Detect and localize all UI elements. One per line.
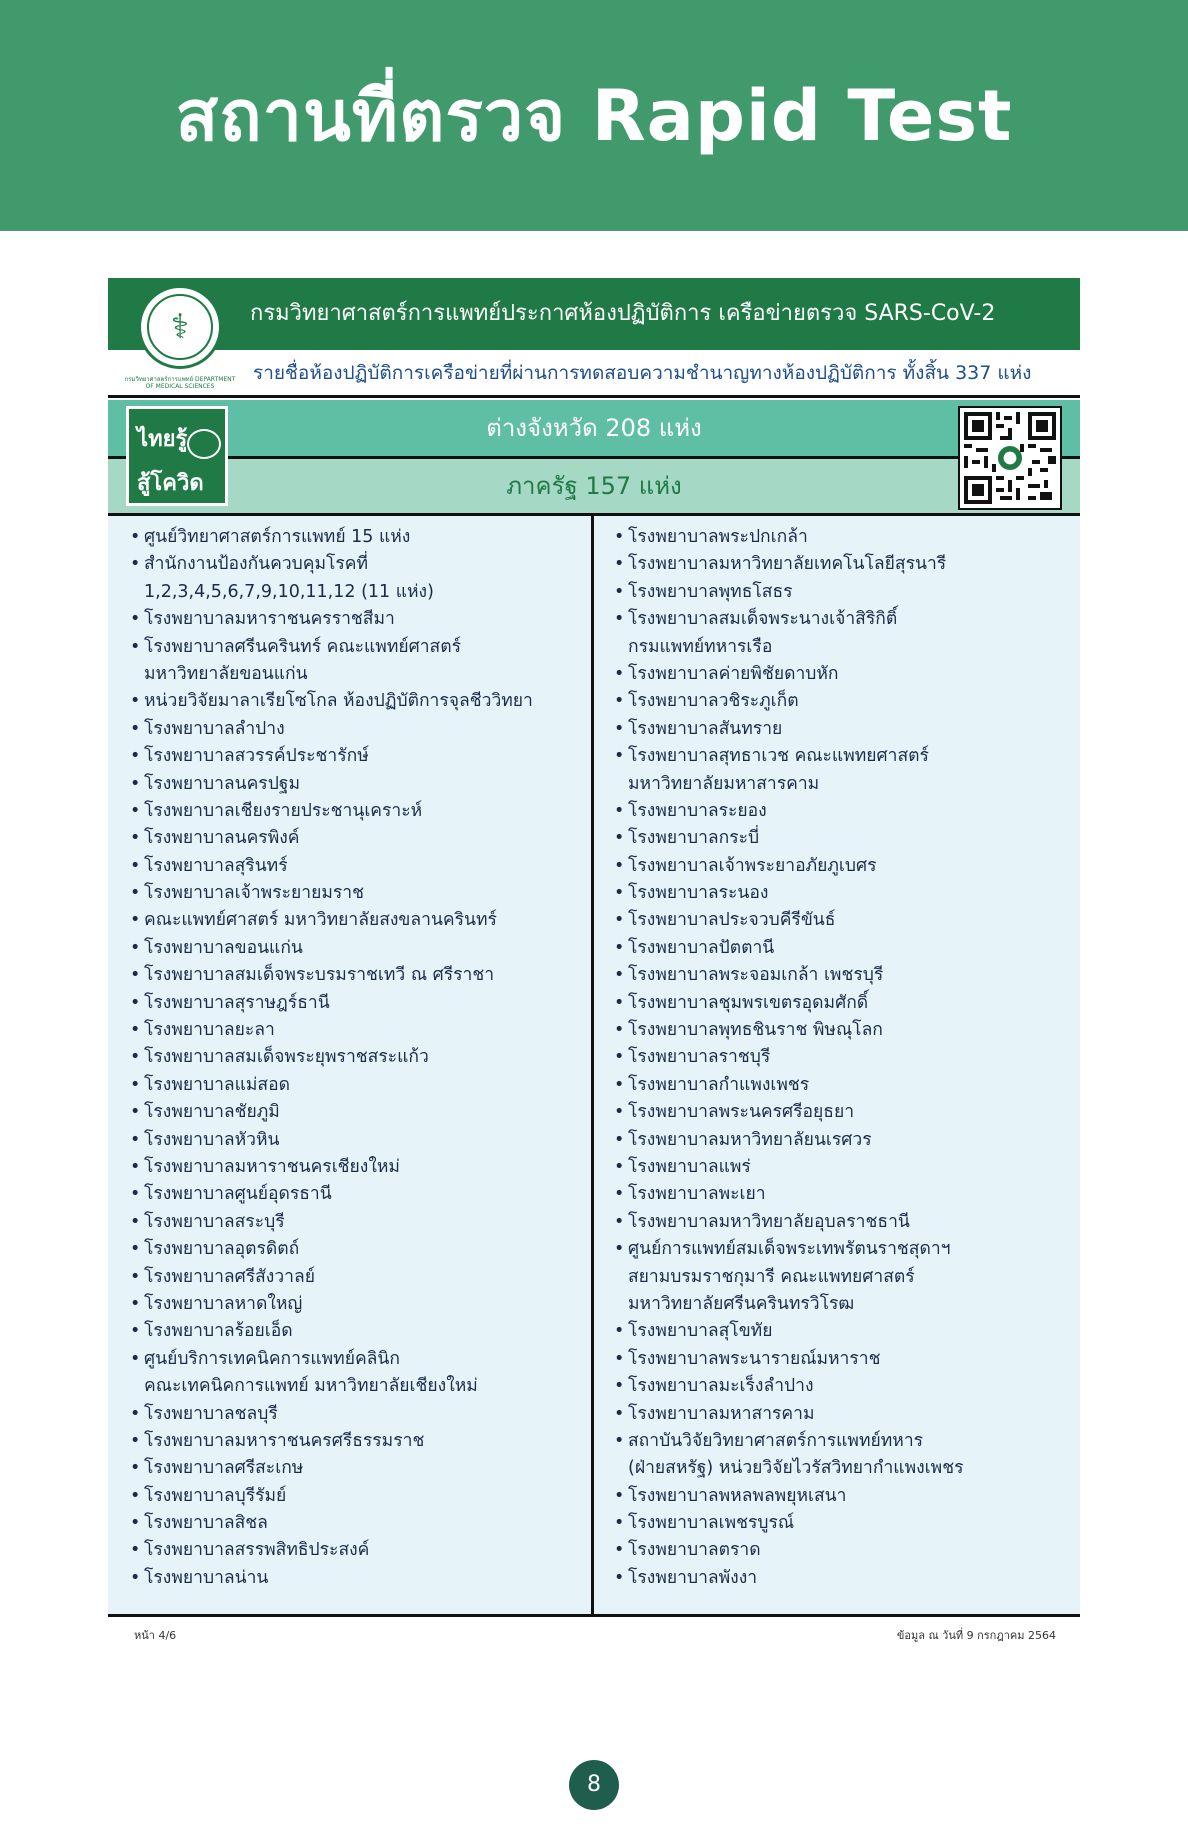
list-item: • โรงพยาบาลพระปกเกล้า <box>614 527 808 547</box>
logo-caption: กรมวิทยาศาสตร์การแพทย์ DEPARTMENT OF MEDICAL SCIENCES <box>124 376 236 390</box>
list-item: • โรงพยาบาลพุทธโสธร <box>614 581 793 602</box>
list-item-continuation: (ฝ่ายสหรัฐ) หน่วยวิจัยไวรัสวิทยากำแพงเพชร <box>628 1458 964 1479</box>
badge-line-2: สู้โควิด <box>137 471 204 496</box>
list-item: • โรงพยาบาลตราด <box>614 1540 761 1561</box>
list-item: • โรงพยาบาลชุมพรเขตรอุดมศักดิ์ <box>614 992 869 1013</box>
list-item: • โรงพยาบาลนครปฐม <box>130 773 300 794</box>
badge-line-1: ไทยรู้ <box>137 427 188 452</box>
list-item-continuation: กรมแพทย์ทหารเรือ <box>628 636 773 657</box>
list-item-continuation: สยามบรมราชกุมารี คณะแพทยศาสตร์ <box>628 1266 915 1287</box>
list-item: • โรงพยาบาลพุทธชินราช พิษณุโลก <box>614 1020 883 1041</box>
title-banner <box>0 0 1188 231</box>
lab-list-document <box>108 278 1080 1652</box>
page-title: สถานที่ตรวจ Rapid Test <box>175 75 1013 157</box>
list-item: • โรงพยาบาลระนอง <box>614 883 769 904</box>
list-item: • โรงพยาบาลราชบุรี <box>614 1047 771 1068</box>
list-item: • โรงพยาบาลศรีนครินทร์ คณะแพทย์ศาสตร์ <box>130 636 461 657</box>
list-item: • โรงพยาบาลหาดใหญ่ <box>130 1293 303 1314</box>
list-item: • หน่วยวิจัยมาลาเรียโซโกล ห้องปฏิบัติการจุลชีววิทยา <box>130 691 533 712</box>
list-item: • โรงพยาบาลสุราษฎร์ธานี <box>130 992 330 1013</box>
list-item: • โรงพยาบาลมะเร็งลำปาง <box>614 1376 814 1397</box>
list-item: • โรงพยาบาลประจวบคีรีขันธ์ <box>614 910 836 931</box>
list-item-continuation: มหาวิทยาลัยมหาสารคาม <box>628 773 820 794</box>
qr-code-icon[interactable] <box>958 406 1062 510</box>
region-heading: ต่างจังหวัด 208 แห่ง <box>486 414 702 442</box>
list-item: • โรงพยาบาลมหาวิทยาลัยนเรศวร <box>614 1129 872 1150</box>
thai-fight-covid-badge <box>126 406 228 506</box>
list-item: • โรงพยาบาลแม่สอด <box>130 1074 290 1095</box>
footer-divider <box>108 1614 1080 1617</box>
list-item-continuation: มหาวิทยาลัยขอนแก่น <box>144 663 308 684</box>
list-item: • โรงพยาบาลพหลพลพยุหเสนา <box>614 1485 847 1506</box>
list-item: • โรงพยาบาลขอนแก่น <box>130 937 303 958</box>
list-item: • โรงพยาบาลศรีสังวาลย์ <box>130 1266 315 1287</box>
list-item: • โรงพยาบาลบุรีรัมย์ <box>130 1485 287 1506</box>
list-item: • โรงพยาบาลสุรินทร์ <box>130 855 288 876</box>
list-item: • โรงพยาบาลสิชล <box>130 1513 268 1534</box>
list-item-continuation: มหาวิทยาลัยศรีนครินทรวิโรฒ <box>628 1293 855 1314</box>
list-item: • โรงพยาบาลแพร่ <box>614 1156 751 1177</box>
list-item: • สถาบันวิจัยวิทยาศาสตร์การแพทย์ทหาร <box>614 1430 924 1451</box>
list-item: • โรงพยาบาลมหาราชนครศรีธรรมราช <box>130 1430 425 1451</box>
list-item: • โรงพยาบาลสุโขทัย <box>614 1321 773 1342</box>
face-mask-icon <box>187 429 221 459</box>
document-page-label: หน้า 4/6 <box>134 1629 177 1642</box>
list-item: • โรงพยาบาลวชิระภูเก็ต <box>614 691 799 712</box>
list-item: • โรงพยาบาลสระบุรี <box>130 1211 285 1232</box>
list-item: • โรงพยาบาลร้อยเอ็ด <box>130 1321 293 1342</box>
list-item: • โรงพยาบาลหัวหิน <box>130 1129 280 1150</box>
list-item: • โรงพยาบาลระยอง <box>614 800 767 821</box>
sector-heading: ภาครัฐ 157 แห่ง <box>506 472 682 500</box>
list-item: • โรงพยาบาลชลบุรี <box>130 1403 278 1424</box>
document-header <box>108 278 1080 350</box>
list-item-continuation: 1,2,3,4,5,6,7,9,10,11,12 (11 แห่ง) <box>144 581 434 602</box>
list-item: • โรงพยาบาลกำแพงเพชร <box>614 1074 810 1095</box>
list-item: • โรงพยาบาลพะเยา <box>614 1184 766 1205</box>
list-item: • โรงพยาบาลนครพิงค์ <box>130 828 300 849</box>
list-item: • โรงพยาบาลลำปาง <box>130 718 285 739</box>
list-item: • โรงพยาบาลสวรรค์ประชารักษ์ <box>130 746 369 767</box>
list-item: • โรงพยาบาลเพชรบูรณ์ <box>614 1513 795 1534</box>
list-item: • สำนักงานป้องกันควบคุมโรคที่ <box>130 554 369 575</box>
list-item: • โรงพยาบาลเชียงรายประชานุเคราะห์ <box>130 800 423 821</box>
caduceus-icon: ⚕ <box>147 294 213 360</box>
list-item: • โรงพยาบาลพระนารายณ์มหาราช <box>614 1348 881 1369</box>
list-item: • โรงพยาบาลกระบี่ <box>614 828 760 849</box>
list-item: • โรงพยาบาลชัยภูมิ <box>130 1102 280 1123</box>
list-item: • ศูนย์การแพทย์สมเด็จพระเทพรัตนราชสุดาฯ <box>614 1239 951 1260</box>
list-item: • โรงพยาบาลพังงา <box>614 1567 758 1588</box>
list-item: • โรงพยาบาลสมเด็จพระนางเจ้าสิริกิติ์ <box>614 609 898 630</box>
page-number-badge: 8 <box>569 1760 619 1810</box>
region-band <box>108 400 1080 456</box>
list-item: • โรงพยาบาลอุตรดิตถ์ <box>130 1239 300 1260</box>
list-item: • โรงพยาบาลศูนย์อุดรธานี <box>130 1184 332 1205</box>
department-logo-icon <box>138 285 222 369</box>
list-item: • โรงพยาบาลสันทราย <box>614 718 783 739</box>
header-divider <box>108 395 1080 398</box>
list-item: • โรงพยาบาลปัตตานี <box>614 937 775 958</box>
list-item: • โรงพยาบาลสรรพสิทธิประสงค์ <box>130 1540 370 1561</box>
qr-code-graphic <box>960 408 1060 508</box>
list-item: • ศูนย์วิทยาศาสตร์การแพทย์ 15 แห่ง <box>130 527 411 547</box>
list-item: • โรงพยาบาลศรีสะเกษ <box>130 1458 304 1479</box>
list-item: • โรงพยาบาลมหาวิทยาลัยอุบลราชธานี <box>614 1211 910 1232</box>
list-item: • โรงพยาบาลมหาราชนครเชียงใหม่ <box>130 1156 400 1177</box>
data-date-label: ข้อมูล ณ วันที่ 9 กรกฎาคม 2564 <box>896 1629 1056 1642</box>
right-lab-list <box>614 524 1074 1592</box>
list-item: • โรงพยาบาลสุทธาเวช คณะแพทยศาสตร์ <box>614 746 929 767</box>
list-item: • โรงพยาบาลสมเด็จพระบรมราชเทวี ณ ศรีราชา <box>130 965 495 986</box>
list-item: • คณะแพทย์ศาสตร์ มหาวิทยาลัยสงขลานครินทร์ <box>130 910 497 931</box>
list-item: • โรงพยาบาลน่าน <box>130 1567 269 1588</box>
list-item-continuation: คณะเทคนิคการแพทย์ มหาวิทยาลัยเชียงใหม่ <box>144 1376 478 1397</box>
list-item: • โรงพยาบาลเจ้าพระยายมราช <box>130 883 364 904</box>
left-lab-list <box>130 524 590 1592</box>
list-item: • โรงพยาบาลค่ายพิชัยดาบหัก <box>614 663 839 684</box>
list-item: • โรงพยาบาลมหาวิทยาลัยเทคโนโลยีสุรนารี <box>614 554 947 575</box>
column-divider <box>591 516 594 1616</box>
list-item: • โรงพยาบาลยะลา <box>130 1020 275 1041</box>
list-item: • โรงพยาบาลมหาสารคาม <box>614 1403 815 1424</box>
list-item: • โรงพยาบาลมหาราชนครราชสีมา <box>130 609 395 630</box>
sector-band <box>108 459 1080 513</box>
list-item: • โรงพยาบาลพระจอมเกล้า เพชรบุรี <box>614 965 884 986</box>
document-subtitle: รายชื่อห้องปฏิบัติการเครือข่ายที่ผ่านการทดสอบความชำนาญทางห้องปฏิบัติการ ทั้งสิ้น 337 แห่ง <box>253 362 1032 384</box>
list-item: • โรงพยาบาลเจ้าพระยาอภัยภูเบศร <box>614 855 877 876</box>
list-item: • โรงพยาบาลพระนครศรีอยุธยา <box>614 1102 855 1123</box>
list-item: • ศูนย์บริการเทคนิคการแพทย์คลินิก <box>130 1348 400 1369</box>
list-item: • โรงพยาบาลสมเด็จพระยุพราชสระแก้ว <box>130 1047 429 1068</box>
document-title: กรมวิทยาศาสตร์การแพทย์ประกาศห้องปฏิบัติการ เครือข่ายตรวจ SARS-CoV-2 <box>250 301 996 326</box>
